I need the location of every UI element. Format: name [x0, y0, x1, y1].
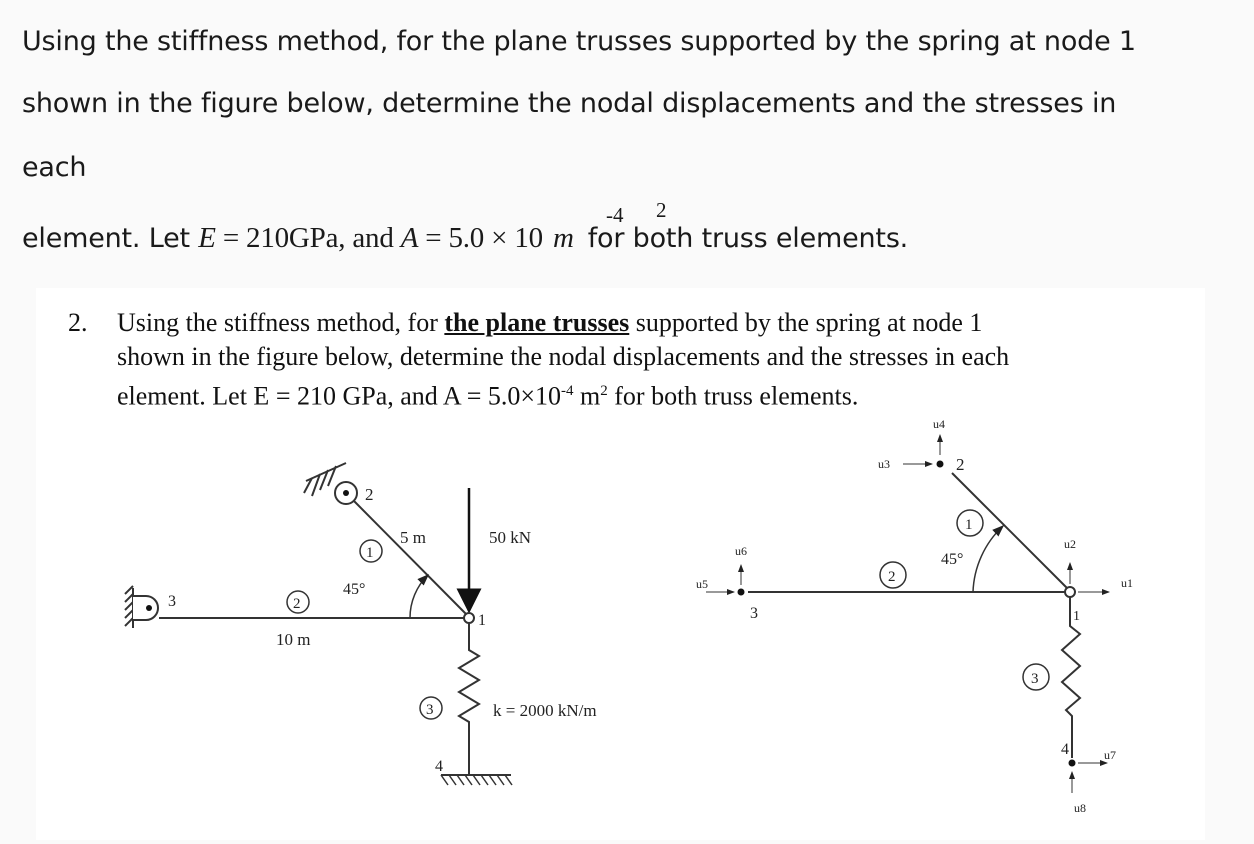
m-symbol: m — [552, 222, 574, 254]
exponent-neg4: -4 — [606, 203, 624, 227]
node-4-dot — [1069, 760, 1076, 767]
angle-label-right: 45° — [941, 551, 964, 568]
svg-text:1: 1 — [366, 545, 374, 561]
emphasis-plane-trusses: the plane trusses — [444, 308, 630, 337]
length-label-element-2: 10 m — [276, 630, 311, 649]
svg-text:2: 2 — [888, 569, 896, 585]
wall-support-node-3 — [125, 586, 158, 628]
node-3-dot — [738, 589, 745, 596]
dof-label-u2: u2 — [1064, 537, 1076, 551]
angle-arc-right — [973, 526, 1003, 592]
left-truss-figure — [125, 463, 597, 785]
truss-diagrams — [36, 288, 1205, 840]
question-line-3: each — [22, 152, 87, 183]
a-symbol: A — [400, 222, 419, 254]
svg-text:2: 2 — [293, 596, 301, 612]
pin-support-node-2 — [304, 463, 357, 504]
svg-text:1: 1 — [965, 517, 973, 533]
node-label-1: 1 — [478, 612, 486, 629]
node-1-joint — [464, 613, 474, 623]
dof-label-u7: u7 — [1104, 748, 1116, 762]
question-line-4: element. Let E = 210GPa, and A = 5.0 × 10 m for both truss elements. — [22, 222, 909, 254]
node-2-dot — [937, 461, 944, 468]
problem-image-panel: 2. Using the stiffness method, for the plane trusses supported by the spring at node 1 shown in the figure below, determine the nodal displacements and the stresses in each element. Let E = 210 GPa, and $A = 5.0\times 10^{-4}$ $m^2$ for both truss elements. 3 2 1 4 2 1 3 45° 5 m 10 m 50 kN k = 2000 kN/m 1 2 3 4 1 2 3 45° u1 u2 u3 u4 u5 u6 u7 u8 — [36, 288, 1205, 840]
dof-label-u5: u5 — [696, 577, 708, 591]
dof-label-u8: u8 — [1074, 801, 1086, 815]
question-line-1: Using the stiffness method, for the plane trusses supported by the spring at node 1 — [22, 26, 1136, 57]
node-label-3-right: 3 — [750, 605, 758, 622]
spring-stiffness-label: k = 2000 kN/m — [493, 701, 597, 720]
node-label-4-right: 4 — [1061, 741, 1069, 758]
question-line-2: shown in the figure below, determine the nodal displacements and the stresses in — [22, 88, 1117, 119]
ground-support-node-4 — [441, 775, 512, 785]
angle-label: 45° — [343, 581, 366, 598]
dof-label-u4: u4 — [933, 417, 945, 431]
dof-label-u1: u1 — [1121, 576, 1133, 590]
dof-label-u6: u6 — [735, 544, 747, 558]
e-symbol: E — [198, 222, 216, 254]
load-label: 50 kN — [489, 528, 532, 547]
node-label-2: 2 — [365, 485, 374, 504]
svg-text:3: 3 — [426, 702, 434, 718]
angle-arc — [410, 575, 428, 618]
node-label-1-right: 1 — [1073, 609, 1080, 624]
node-1-joint-right — [1065, 587, 1075, 597]
dof-label-u3: u3 — [878, 457, 890, 471]
exponent-2: 2 — [656, 198, 667, 222]
node-label-2-right: 2 — [956, 455, 965, 474]
svg-text:3: 3 — [1031, 671, 1039, 687]
node-label-4: 4 — [435, 758, 443, 775]
right-truss-figure — [696, 417, 1133, 815]
length-label-element-1: 5 m — [400, 528, 426, 547]
node-label-3: 3 — [168, 593, 176, 610]
spring-element-3 — [459, 623, 479, 774]
